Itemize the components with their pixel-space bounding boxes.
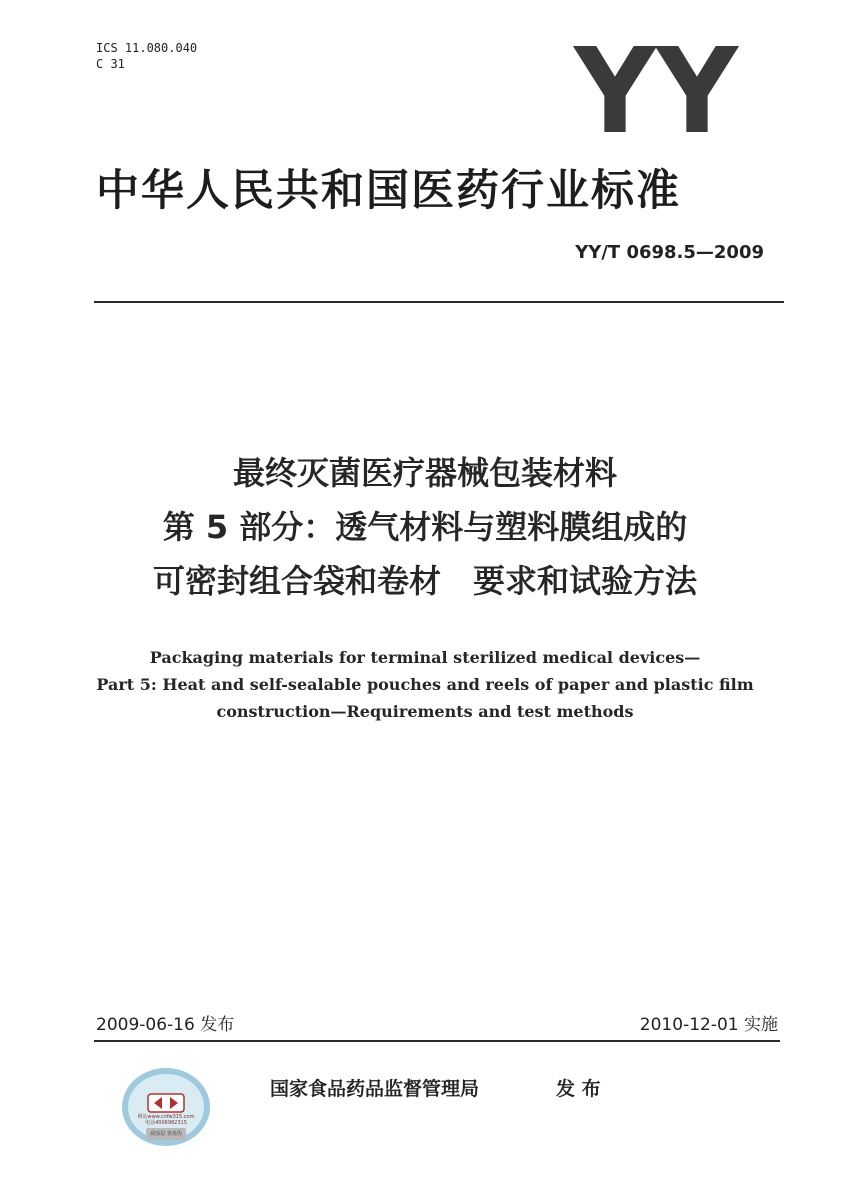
english-title-line-3: construction—Requirements and test methods <box>216 702 634 721</box>
english-title <box>60 644 790 725</box>
bottom-divider <box>94 1040 780 1042</box>
seal-website: 网站www.cnfw315.com <box>137 1114 195 1120</box>
implementation-date: 2010-12-01 实施 <box>639 1015 778 1035</box>
issue-label: 发 布 <box>556 1078 601 1100</box>
top-divider <box>94 301 784 303</box>
issue-date: 2009-06-16 发布 <box>96 1015 235 1035</box>
ics-category: C 31 <box>96 57 125 71</box>
english-title-line-1: Packaging materials for terminal sterilized medical devices— <box>149 648 701 667</box>
issuer-name: 国家食品药品监督管理局 <box>270 1078 480 1100</box>
ics-code: ICS 11.080.040 <box>96 41 198 55</box>
chinese-title <box>60 446 790 608</box>
standard-number: YY/T 0698.5—2009 <box>575 242 764 263</box>
english-title-line-2: Part 5: Heat and self-sealable pouches and reels of paper and plastic film <box>96 675 754 694</box>
header-title: 中华人民共和国医药行业标准 <box>96 166 681 216</box>
yy-logo <box>572 44 740 136</box>
chinese-title-line-3: 可密封组合袋和卷材 要求和试验方法 <box>152 562 697 600</box>
chinese-title-line-2: 第 5 部分：透气材料与塑料膜组成的 <box>162 508 688 546</box>
seal-phone: 电话4006982315 <box>145 1120 187 1126</box>
chinese-title-line-1: 最终灭菌医疗器械包装材料 <box>232 454 617 492</box>
ics-block <box>96 40 197 72</box>
anti-counterfeit-seal <box>120 1066 212 1148</box>
seal-scratch-note: 刮涂层 查真伪 <box>150 1131 182 1137</box>
yy-logo-text: YY <box>572 44 740 136</box>
